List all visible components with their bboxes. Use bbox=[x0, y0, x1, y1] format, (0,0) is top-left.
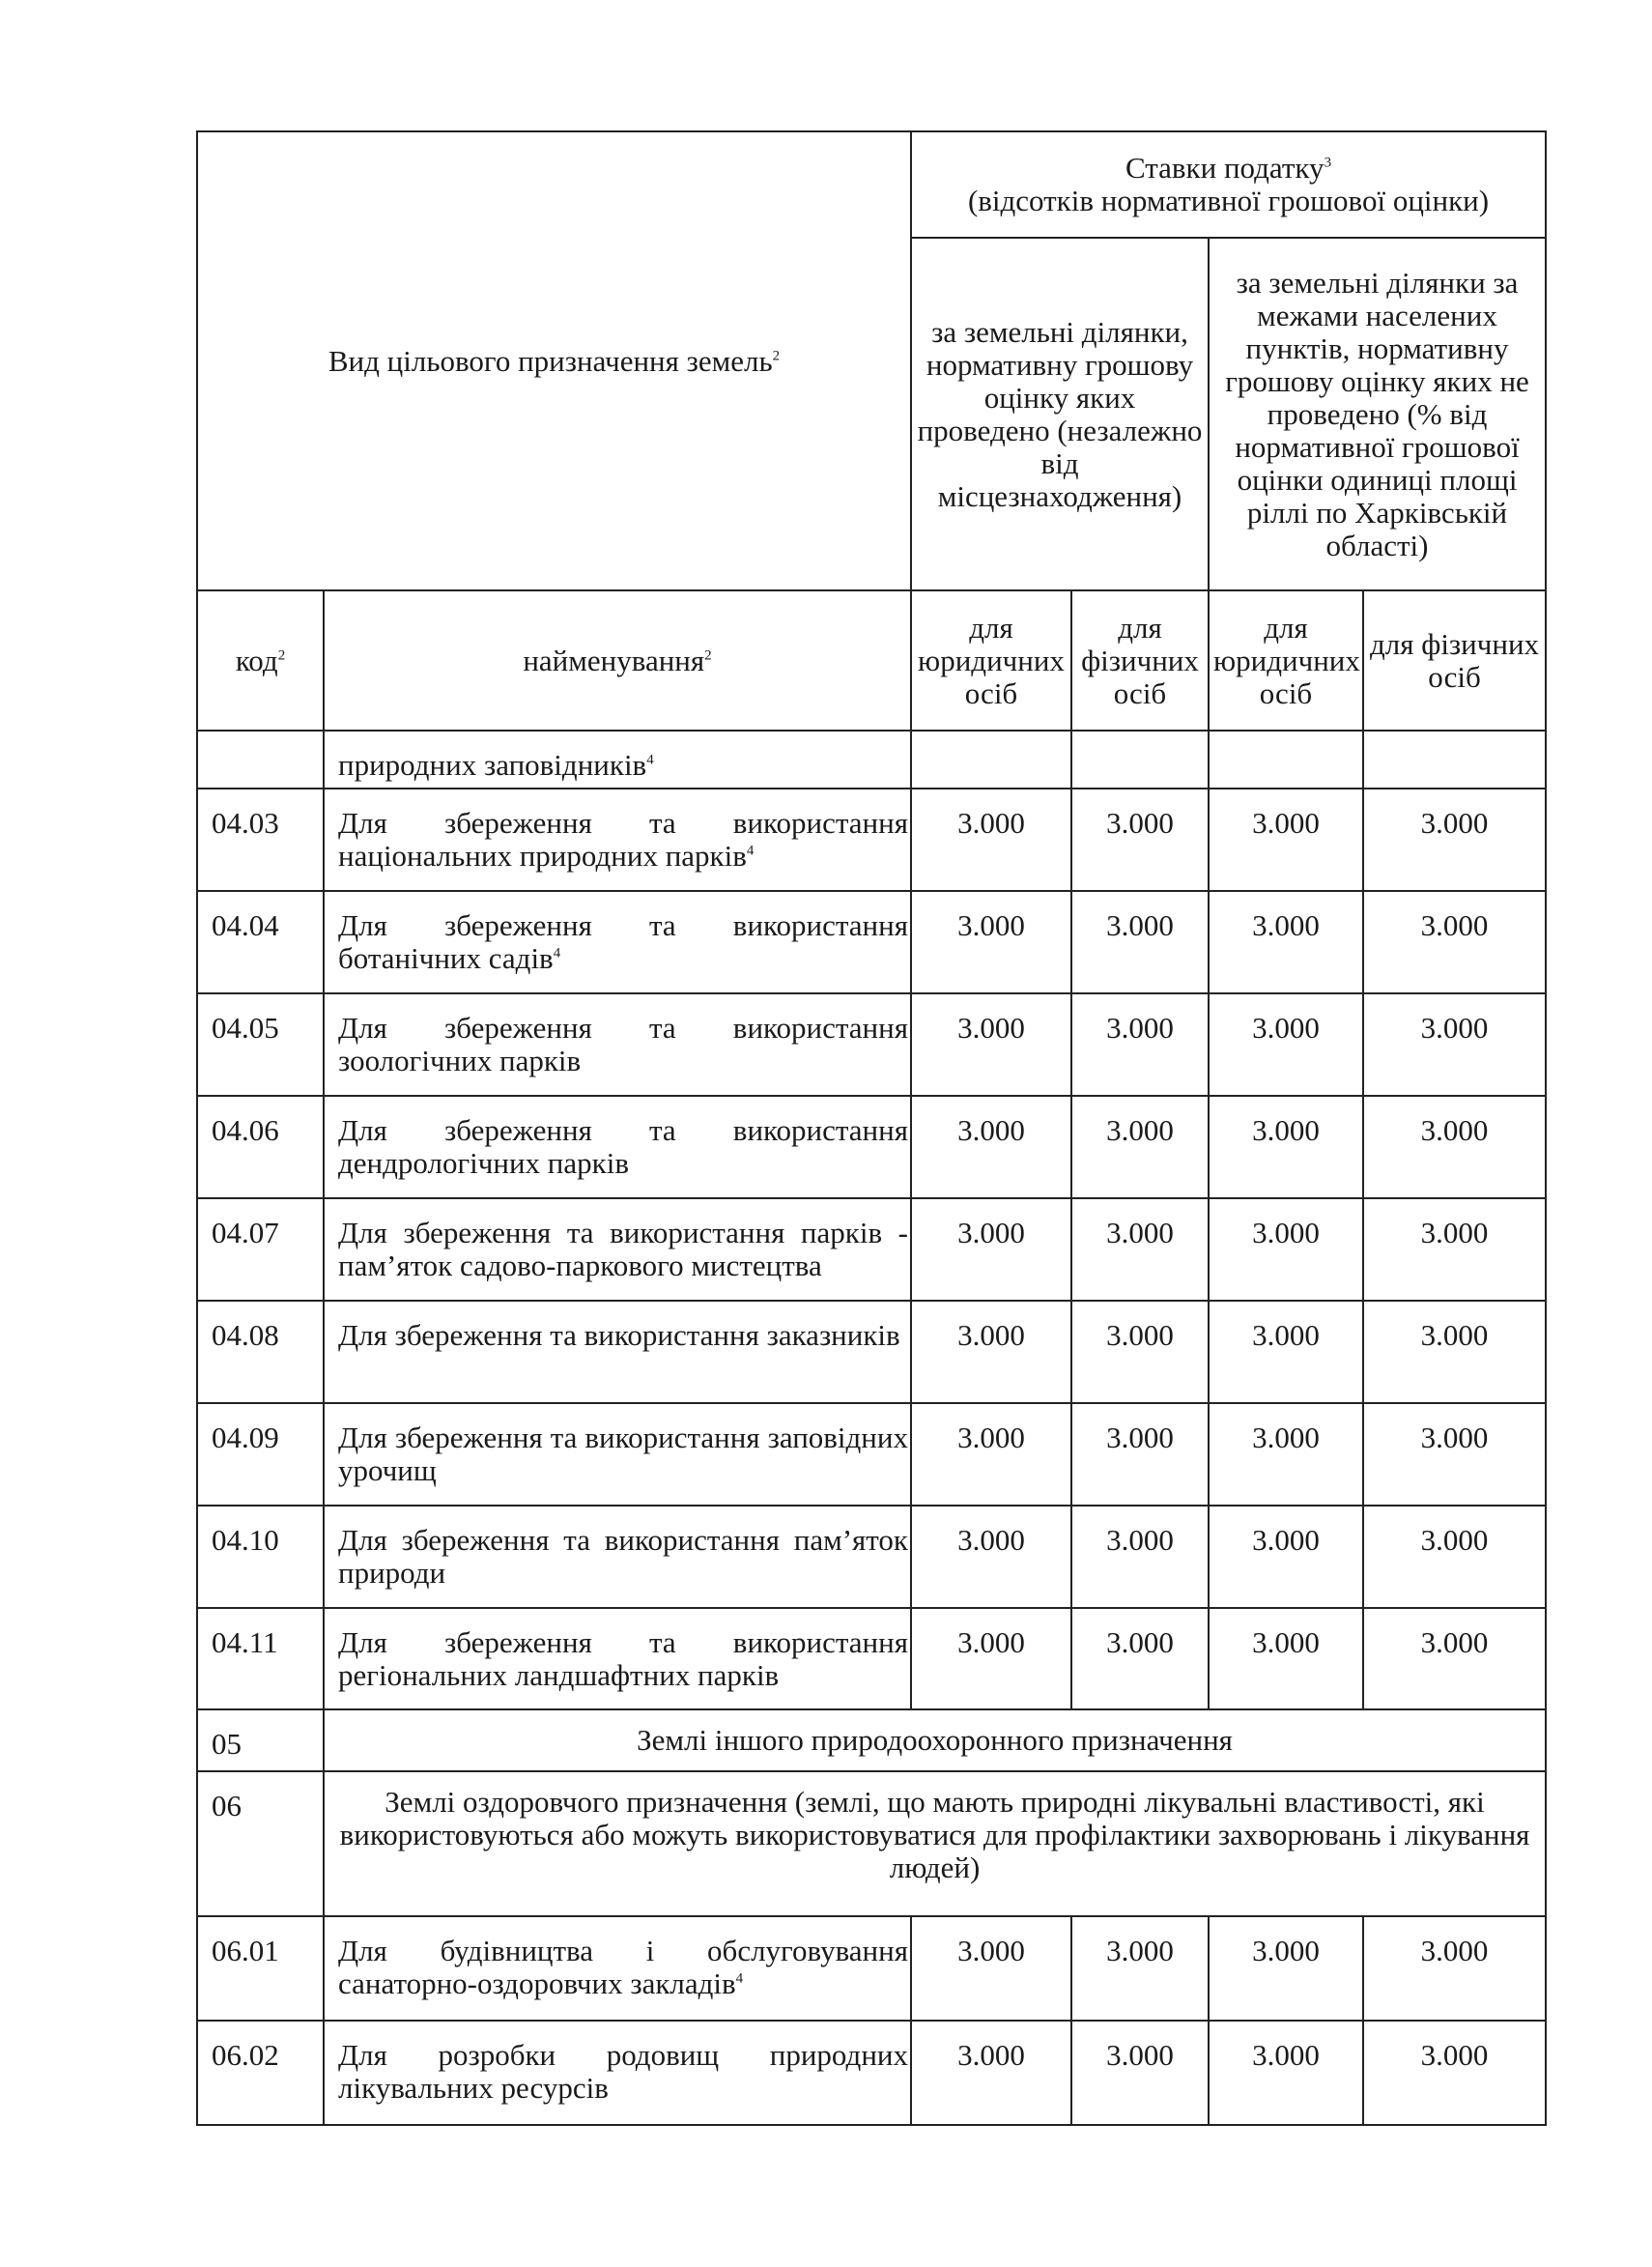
rate-value: 3.000 bbox=[1071, 1403, 1209, 1506]
footnote-mark: 2 bbox=[704, 647, 712, 664]
rate-value: 3.000 bbox=[1363, 1403, 1546, 1506]
row-code: 04.06 bbox=[197, 1096, 324, 1198]
rate-value: 3.000 bbox=[911, 993, 1071, 1096]
row-name bbox=[324, 789, 911, 891]
rate-value: 3.000 bbox=[1209, 1506, 1363, 1608]
table-row bbox=[197, 789, 1546, 891]
empty-cell bbox=[1209, 731, 1363, 789]
table-row bbox=[197, 1403, 1546, 1506]
rate-value: 3.000 bbox=[1209, 1096, 1363, 1198]
footnote-mark: 4 bbox=[735, 1970, 744, 1987]
rate-value: 3.000 bbox=[911, 1096, 1071, 1198]
row-name-text: Для збереження та використання пам’яток природи bbox=[338, 1523, 908, 1590]
rate-value: 3.000 bbox=[1363, 789, 1546, 891]
footnote-mark: 4 bbox=[646, 752, 654, 768]
section-title: Землі іншого природоохоронного призначення bbox=[324, 1709, 1546, 1771]
tax-rates-label: Ставки податку bbox=[1125, 151, 1324, 185]
rate-value: 3.000 bbox=[911, 2021, 1071, 2125]
row-code: 04.08 bbox=[197, 1301, 324, 1403]
rate-value: 3.000 bbox=[1071, 2021, 1209, 2125]
row-name-text: Для збереження та використання регіональних ландшафтних парків bbox=[338, 1625, 908, 1692]
rate-value: 3.000 bbox=[911, 1608, 1071, 1709]
row-code: 06.02 bbox=[197, 2021, 324, 2125]
table-row bbox=[197, 1198, 1546, 1301]
rate-value: 3.000 bbox=[911, 1916, 1071, 2021]
section-code: 06 bbox=[197, 1771, 324, 1916]
table-row bbox=[197, 1608, 1546, 1709]
row-code: 04.03 bbox=[197, 789, 324, 891]
table-row bbox=[197, 2021, 1546, 2125]
purpose-type-header bbox=[197, 131, 911, 590]
rate-value: 3.000 bbox=[1363, 1506, 1546, 1608]
tax-rates-table bbox=[196, 130, 1547, 2126]
rate-value: 3.000 bbox=[1071, 789, 1209, 891]
rate-value: 3.000 bbox=[1209, 1403, 1363, 1506]
tax-rates-header bbox=[911, 131, 1546, 238]
row-name-text: Для збереження та використання заказників bbox=[338, 1318, 900, 1352]
rate-value: 3.000 bbox=[1363, 2021, 1546, 2125]
individuals-header-1: для фізичних осіб bbox=[1071, 590, 1209, 731]
row-name-text: Для збереження та використання ботанічних садів bbox=[338, 908, 908, 975]
purpose-type-label: Вид цільового призначення земель bbox=[328, 343, 773, 378]
rate-value: 3.000 bbox=[911, 891, 1071, 993]
assessed-group-header: за земельні ділянки, нормативну грошову оцінку яких проведено (незалежно від місцезнаходження) bbox=[911, 238, 1209, 590]
section-row bbox=[197, 1771, 1546, 1916]
row-name bbox=[324, 891, 911, 993]
rate-value: 3.000 bbox=[1363, 1198, 1546, 1301]
row-name-text: Для збереження та використання дендрологічних парків bbox=[338, 1113, 908, 1180]
row-code: 06.01 bbox=[197, 1916, 324, 2021]
rate-value: 3.000 bbox=[1209, 789, 1363, 891]
row-name-text: Для збереження та використання зоологічних парків bbox=[338, 1011, 908, 1077]
rate-value: 3.000 bbox=[1363, 891, 1546, 993]
code-header bbox=[197, 590, 324, 731]
section-row bbox=[197, 1709, 1546, 1771]
table-row bbox=[197, 993, 1546, 1096]
row-code: 04.11 bbox=[197, 1608, 324, 1709]
rate-value: 3.000 bbox=[911, 789, 1071, 891]
rate-value: 3.000 bbox=[1071, 1506, 1209, 1608]
rate-value: 3.000 bbox=[1209, 1608, 1363, 1709]
row-code: 04.07 bbox=[197, 1198, 324, 1301]
rate-value: 3.000 bbox=[1071, 1608, 1209, 1709]
legal-entities-header-1: для юридичних осіб bbox=[911, 590, 1071, 731]
footnote-mark: 2 bbox=[277, 647, 286, 664]
name-header bbox=[324, 590, 911, 731]
row-name bbox=[324, 2021, 911, 2125]
rate-value: 3.000 bbox=[1209, 2021, 1363, 2125]
row-name bbox=[324, 1506, 911, 1608]
name-label: найменування bbox=[523, 643, 705, 677]
row-name bbox=[324, 1198, 911, 1301]
rate-value: 3.000 bbox=[1363, 1301, 1546, 1403]
row-code bbox=[197, 731, 324, 789]
table-row bbox=[197, 1916, 1546, 2021]
row-code: 04.09 bbox=[197, 1403, 324, 1506]
table-row bbox=[197, 1096, 1546, 1198]
row-name-text: Для розробки родовищ природних лікувальних ресурсів bbox=[338, 2038, 908, 2105]
row-name bbox=[324, 1403, 911, 1506]
rate-value: 3.000 bbox=[911, 1506, 1071, 1608]
rate-value: 3.000 bbox=[1071, 1198, 1209, 1301]
empty-cell bbox=[911, 731, 1071, 789]
row-code: 04.05 bbox=[197, 993, 324, 1096]
code-label: код bbox=[235, 643, 278, 677]
section-title: Землі оздоровчого призначення (землі, що мають природні лікувальні властивості, які використовуються або можуть використовуватися для профілактики захворювань і лікування людей) bbox=[324, 1771, 1546, 1916]
row-name bbox=[324, 1301, 911, 1403]
rate-value: 3.000 bbox=[911, 1198, 1071, 1301]
legal-entities-header-2: для юридичних осіб bbox=[1209, 590, 1363, 731]
row-name-text: Для збереження та використання заповідних урочищ bbox=[338, 1420, 908, 1487]
individuals-header-2: для фізичних осіб bbox=[1363, 590, 1546, 731]
row-name-text: Для збереження та використання національних природних парків bbox=[338, 806, 908, 873]
row-name bbox=[324, 993, 911, 1096]
rate-value: 3.000 bbox=[911, 1403, 1071, 1506]
row-name bbox=[324, 1096, 911, 1198]
row-name-text: природних заповідників bbox=[338, 748, 647, 782]
rate-value: 3.000 bbox=[1363, 1096, 1546, 1198]
table-row bbox=[197, 731, 1546, 789]
footnote-mark: 3 bbox=[1324, 155, 1332, 171]
rate-value: 3.000 bbox=[1071, 993, 1209, 1096]
rate-value: 3.000 bbox=[1363, 993, 1546, 1096]
rate-value: 3.000 bbox=[1209, 1198, 1363, 1301]
rate-value: 3.000 bbox=[1363, 1916, 1546, 2021]
rate-value: 3.000 bbox=[1071, 891, 1209, 993]
empty-cell bbox=[1363, 731, 1546, 789]
footnote-mark: 4 bbox=[553, 945, 561, 961]
table-row bbox=[197, 891, 1546, 993]
row-name-text: Для будівництва і обслуговування санаторно-оздоровчих закладів bbox=[338, 1934, 908, 2000]
empty-cell bbox=[1071, 731, 1209, 789]
rate-value: 3.000 bbox=[1209, 891, 1363, 993]
section-code: 05 bbox=[197, 1709, 324, 1771]
row-name bbox=[324, 731, 911, 789]
row-name-text: Для збереження та використання парків - пам’яток садово-паркового мистецтва bbox=[338, 1216, 908, 1282]
row-name bbox=[324, 1916, 911, 2021]
rate-value: 3.000 bbox=[1071, 1096, 1209, 1198]
footnote-mark: 4 bbox=[746, 843, 755, 859]
rate-value: 3.000 bbox=[1363, 1608, 1546, 1709]
table-row bbox=[197, 1301, 1546, 1403]
not-assessed-group-header: за земельні ділянки за межами населених пунктів, нормативну грошову оцінку яких не проведено (% від нормативної грошової оцінки одиниці площі ріллі по Харківській області) bbox=[1209, 238, 1546, 590]
rate-value: 3.000 bbox=[1209, 1301, 1363, 1403]
footnote-mark: 2 bbox=[772, 348, 781, 364]
tax-rates-unit: (відсотків нормативної грошової оцінки) bbox=[967, 184, 1490, 217]
row-name bbox=[324, 1608, 911, 1709]
rate-value: 3.000 bbox=[1209, 993, 1363, 1096]
row-code: 04.10 bbox=[197, 1506, 324, 1608]
row-code: 04.04 bbox=[197, 891, 324, 993]
table-row bbox=[197, 1506, 1546, 1608]
rate-value: 3.000 bbox=[1071, 1916, 1209, 2021]
rate-value: 3.000 bbox=[1209, 1916, 1363, 2021]
rate-value: 3.000 bbox=[911, 1301, 1071, 1403]
rate-value: 3.000 bbox=[1071, 1301, 1209, 1403]
